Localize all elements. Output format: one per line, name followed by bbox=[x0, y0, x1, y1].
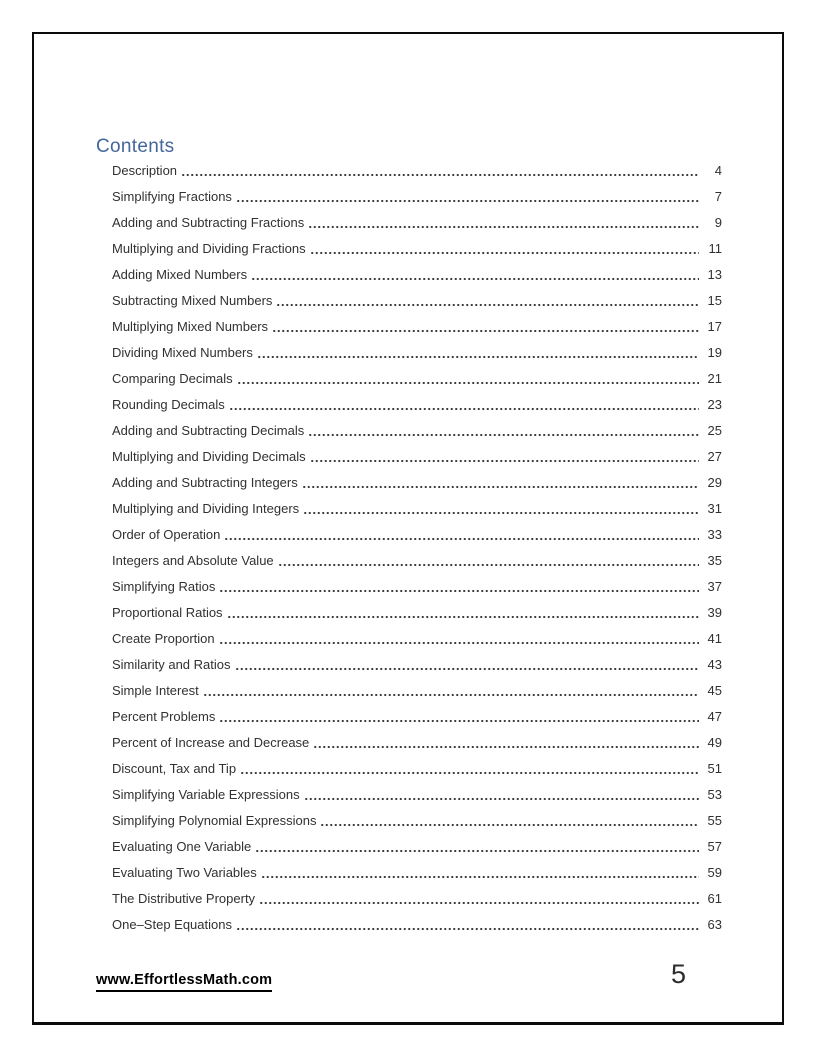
toc-entry[interactable] bbox=[112, 262, 722, 288]
toc-entry-page: 25 bbox=[707, 423, 722, 438]
toc-entry-title: Multiplying Mixed Numbers bbox=[112, 319, 269, 334]
toc-entry[interactable] bbox=[112, 730, 722, 756]
toc-entry-page: 11 bbox=[708, 241, 722, 256]
toc-entry-title: Dividing Mixed Numbers bbox=[112, 345, 253, 360]
toc-entry[interactable] bbox=[112, 808, 722, 834]
toc-leader-dots bbox=[310, 251, 699, 255]
toc-entry[interactable] bbox=[112, 392, 722, 418]
toc-leader-dots bbox=[302, 485, 699, 489]
toc-leader-dots bbox=[255, 849, 699, 853]
toc-entry-page: 39 bbox=[707, 605, 722, 620]
toc-entry-page: 9 bbox=[714, 215, 722, 230]
toc-entry-page: 51 bbox=[707, 761, 722, 776]
toc-entry-title: Evaluating One Variable bbox=[112, 839, 252, 854]
toc-entry[interactable] bbox=[112, 548, 722, 574]
toc-entry-title: Multiplying and Dividing Integers bbox=[112, 501, 300, 516]
toc-leader-dots bbox=[224, 537, 699, 541]
toc-entry-page: 21 bbox=[707, 371, 722, 386]
toc-entry-page: 49 bbox=[707, 735, 722, 750]
toc-entry-title: Proportional Ratios bbox=[112, 605, 223, 620]
toc-entry[interactable] bbox=[112, 522, 722, 548]
toc-leader-dots bbox=[219, 641, 699, 645]
toc-entry[interactable] bbox=[112, 704, 722, 730]
toc-entry[interactable] bbox=[112, 678, 722, 704]
toc-entry-page: 53 bbox=[707, 787, 722, 802]
toc-entry-page: 23 bbox=[707, 397, 722, 412]
toc-entry[interactable] bbox=[112, 496, 722, 522]
toc-entry-page: 15 bbox=[707, 293, 722, 308]
toc-leader-dots bbox=[303, 511, 699, 515]
page-number: 5 bbox=[671, 959, 687, 989]
toc-leader-dots bbox=[308, 433, 699, 437]
toc-entry-title: Discount, Tax and Tip bbox=[112, 761, 237, 776]
toc-entry[interactable] bbox=[112, 574, 722, 600]
toc-entry-title: Adding and Subtracting Fractions bbox=[112, 215, 305, 230]
toc-entry[interactable] bbox=[112, 860, 722, 886]
toc-entry-title: The Distributive Property bbox=[112, 891, 256, 906]
toc-entry-page: 27 bbox=[707, 449, 722, 464]
toc-entry[interactable] bbox=[112, 756, 722, 782]
toc-leader-dots bbox=[236, 927, 699, 931]
toc-list bbox=[112, 158, 722, 938]
toc-entry-title: Percent of Increase and Decrease bbox=[112, 735, 310, 750]
page-border bbox=[32, 32, 784, 1025]
toc-entry-title: Similarity and Ratios bbox=[112, 657, 231, 672]
toc-leader-dots bbox=[278, 563, 699, 567]
toc-entry[interactable] bbox=[112, 444, 722, 470]
toc-entry-page: 55 bbox=[707, 813, 722, 828]
toc-entry-page: 33 bbox=[707, 527, 722, 542]
toc-entry-title: Integers and Absolute Value bbox=[112, 553, 274, 568]
toc-entry-page: 61 bbox=[707, 891, 722, 906]
toc-entry-title: Evaluating Two Variables bbox=[112, 865, 257, 880]
toc-entry-title: Multiplying and Dividing Fractions bbox=[112, 241, 306, 256]
toc-leader-dots bbox=[251, 277, 699, 281]
toc-leader-dots bbox=[304, 797, 699, 801]
toc-entry[interactable] bbox=[112, 158, 722, 184]
toc-entry-title: Adding and Subtracting Integers bbox=[112, 475, 298, 490]
toc-entry-page: 4 bbox=[714, 163, 722, 178]
toc-entry-page: 57 bbox=[707, 839, 722, 854]
toc-leader-dots bbox=[237, 381, 699, 385]
toc-leader-dots bbox=[219, 589, 699, 593]
toc-entry-title: Create Proportion bbox=[112, 631, 215, 646]
toc-leader-dots bbox=[272, 329, 699, 333]
toc-leader-dots bbox=[181, 173, 699, 177]
toc-entry[interactable] bbox=[112, 366, 722, 392]
toc-entry-title: Multiplying and Dividing Decimals bbox=[112, 449, 306, 464]
toc-entry[interactable] bbox=[112, 288, 722, 314]
toc-entry-title: Percent Problems bbox=[112, 709, 216, 724]
toc-entry-title: Adding and Subtracting Decimals bbox=[112, 423, 305, 438]
toc-leader-dots bbox=[236, 199, 699, 203]
toc-leader-dots bbox=[203, 693, 699, 697]
toc-entry-title: One–Step Equations bbox=[112, 917, 232, 932]
toc-leader-dots bbox=[257, 355, 699, 359]
toc-entry[interactable] bbox=[112, 184, 722, 210]
toc-entry-page: 47 bbox=[707, 709, 722, 724]
toc-entry[interactable] bbox=[112, 782, 722, 808]
toc-entry-title: Simplifying Ratios bbox=[112, 579, 216, 594]
toc-leader-dots bbox=[320, 823, 699, 827]
toc-entry-title: Simplifying Polynomial Expressions bbox=[112, 813, 317, 828]
toc-entry-page: 43 bbox=[707, 657, 722, 672]
toc-entry-title: Order of Operation bbox=[112, 527, 221, 542]
toc-entry-page: 41 bbox=[707, 631, 722, 646]
toc-entry[interactable] bbox=[112, 314, 722, 340]
toc-entry-title: Comparing Decimals bbox=[112, 371, 233, 386]
toc-entry[interactable] bbox=[112, 834, 722, 860]
toc-leader-dots bbox=[227, 615, 699, 619]
toc-entry-page: 45 bbox=[707, 683, 722, 698]
toc-entry-title: Simple Interest bbox=[112, 683, 199, 698]
toc-entry[interactable] bbox=[112, 912, 722, 938]
toc-entry-page: 19 bbox=[707, 345, 722, 360]
toc-entry-title: Simplifying Variable Expressions bbox=[112, 787, 300, 802]
toc-entry[interactable] bbox=[112, 340, 722, 366]
website-link[interactable]: www.EffortlessMath.com bbox=[96, 972, 272, 992]
toc-entry[interactable] bbox=[112, 210, 722, 236]
toc-leader-dots bbox=[259, 901, 699, 905]
toc-entry-title: Simplifying Fractions bbox=[112, 189, 232, 204]
toc-entry-title: Description bbox=[112, 163, 178, 178]
toc-entry-page: 59 bbox=[707, 865, 722, 880]
toc-entry[interactable] bbox=[112, 236, 722, 262]
toc-entry-page: 31 bbox=[707, 501, 722, 516]
toc-leader-dots bbox=[308, 225, 699, 229]
toc-heading: Contents bbox=[96, 136, 175, 157]
toc-entry-page: 13 bbox=[707, 267, 722, 282]
toc-leader-dots bbox=[219, 719, 699, 723]
toc-entry-title: Adding Mixed Numbers bbox=[112, 267, 248, 282]
toc-entry[interactable] bbox=[112, 418, 722, 444]
toc-entry-page: 37 bbox=[707, 579, 722, 594]
toc-entry-page: 7 bbox=[714, 189, 722, 204]
toc-entry[interactable] bbox=[112, 470, 722, 496]
toc-leader-dots bbox=[261, 875, 699, 879]
toc-leader-dots bbox=[240, 771, 699, 775]
toc-entry[interactable] bbox=[112, 886, 722, 912]
toc-entry[interactable] bbox=[112, 652, 722, 678]
toc-leader-dots bbox=[313, 745, 699, 749]
toc-entry-page: 63 bbox=[707, 917, 722, 932]
toc-entry-page: 35 bbox=[707, 553, 722, 568]
toc-leader-dots bbox=[229, 407, 699, 411]
toc-entry-page: 29 bbox=[707, 475, 722, 490]
toc-entry-title: Subtracting Mixed Numbers bbox=[112, 293, 273, 308]
toc-leader-dots bbox=[235, 667, 700, 671]
toc-leader-dots bbox=[276, 303, 699, 307]
toc-entry[interactable] bbox=[112, 626, 722, 652]
toc-leader-dots bbox=[310, 459, 699, 463]
toc-entry-title: Rounding Decimals bbox=[112, 397, 225, 412]
toc-entry-page: 17 bbox=[707, 319, 722, 334]
toc-entry[interactable] bbox=[112, 600, 722, 626]
